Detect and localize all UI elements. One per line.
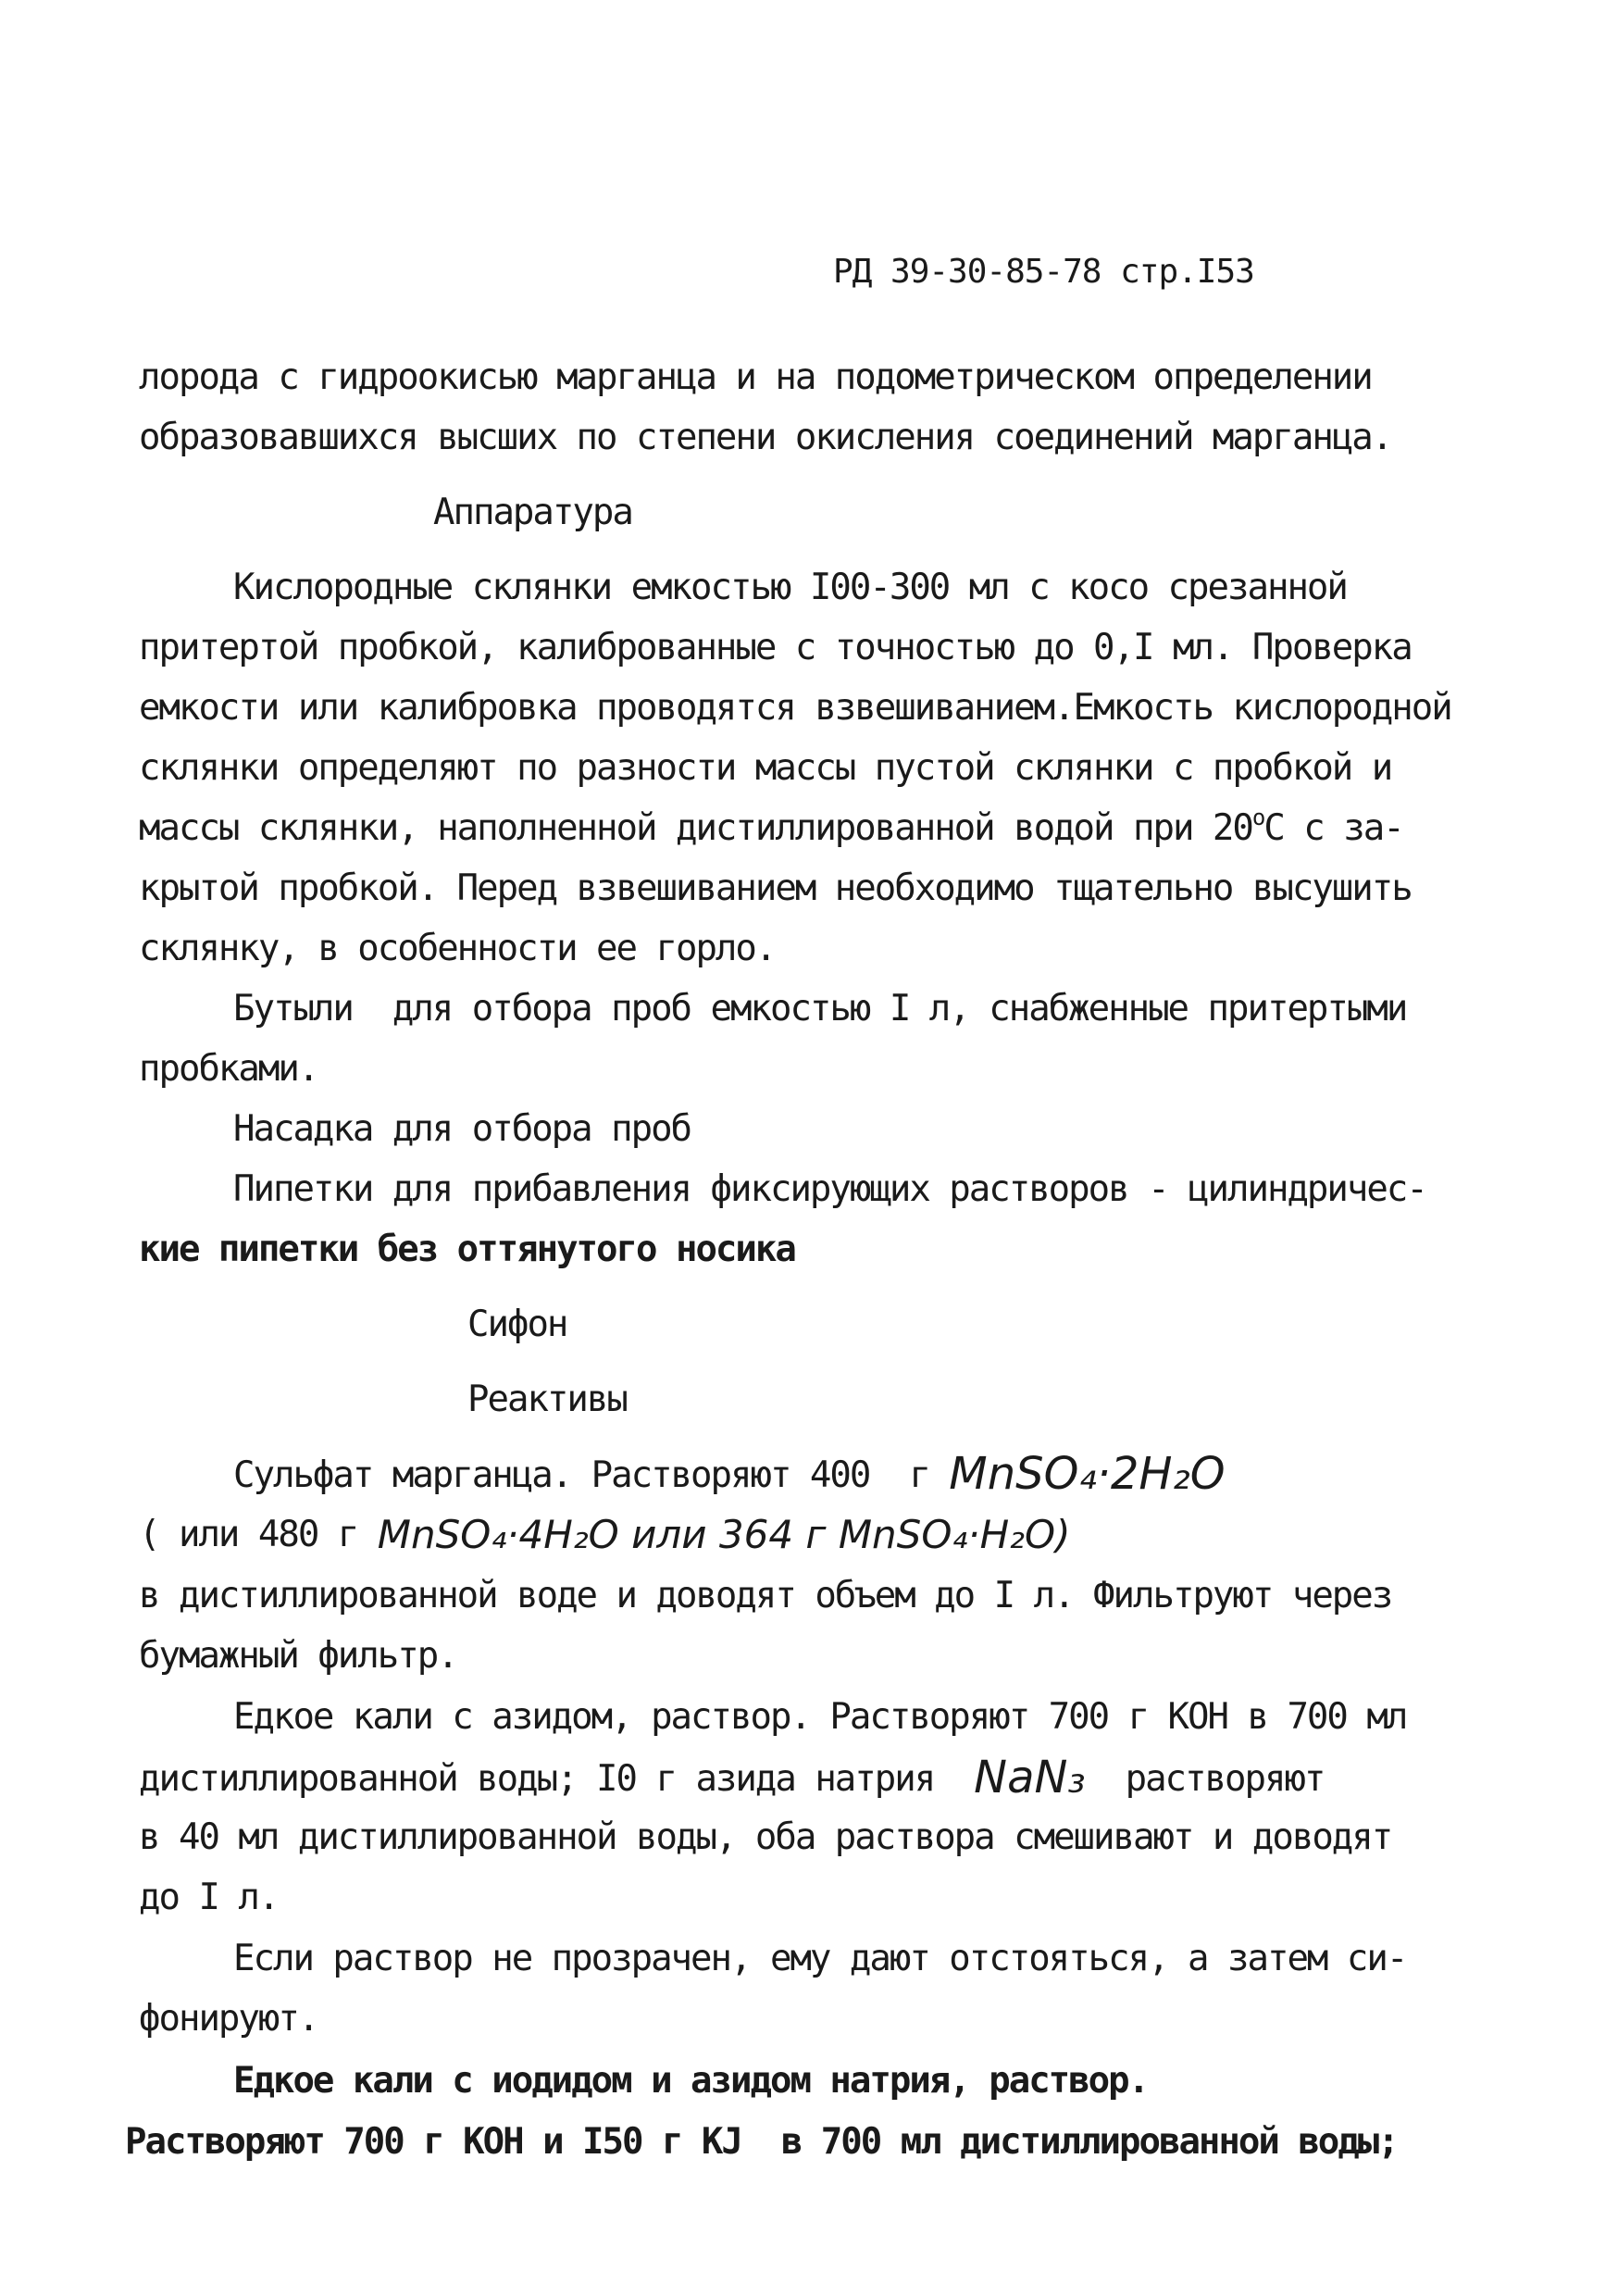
text-line: в дистиллированной воде и доводят объем до I л. Фильтруют через bbox=[139, 1575, 1392, 1616]
text-line: ( или 480 г MnSO₄·4H₂O или 364 г MnSO₄·H₂O) bbox=[139, 1512, 1071, 1557]
text-line: пробками. bbox=[139, 1048, 318, 1090]
text-line: Пипетки для прибавления фиксирующих растворов - цилиндричес- bbox=[233, 1168, 1426, 1210]
text-line: емкости или калибровка проводятся взвешиванием.Емкость кислородной bbox=[139, 687, 1451, 729]
text-line: дистиллированной воды; I0 г азида натрия NaN₃ растворяют bbox=[139, 1752, 1325, 1803]
section-heading-apparatus: Аппаратура bbox=[433, 492, 632, 533]
section-heading-siphon: Сифон bbox=[467, 1304, 567, 1345]
section-heading-reagents: Реактивы bbox=[467, 1379, 627, 1420]
text-line: крытой пробкой. Перед взвешиванием необходимо тщательно высушить bbox=[139, 867, 1412, 909]
text-line: склянки определяют по разности массы пустой склянки с пробкой и bbox=[139, 747, 1392, 789]
text-line: образовавшихся высших по степени окисления соединений марганца. bbox=[139, 417, 1392, 458]
text-line: Бутыли для отбора проб емкостью I л, снабженные притертыми bbox=[233, 988, 1407, 1029]
text-line: лорода с гидроокисью марганца и на подометрическом определении bbox=[139, 356, 1372, 398]
handwritten-text: или 364 г bbox=[618, 1512, 839, 1557]
text-line: Насадка для отбора проб bbox=[233, 1108, 691, 1150]
page-header: РД 39-30-85-78 стр.I53 bbox=[833, 253, 1254, 291]
text-line: в 40 мл дистиллированной воды, оба раствора смешивают и доводят bbox=[139, 1816, 1392, 1858]
handwritten-formula: MnSO₄·H₂O bbox=[838, 1512, 1056, 1557]
text-line: склянку, в особенности ее горло. bbox=[139, 928, 776, 969]
text-line: Если раствор не прозрачен, ему дают отстояться, а затем си- bbox=[233, 1938, 1407, 1979]
handwritten-formula: MnSO₄·2H₂O bbox=[949, 1448, 1226, 1500]
text-line: массы склянки, наполненной дистиллированной водой при $20^оС$ с за- bbox=[139, 805, 1403, 849]
text-line: фонируют. bbox=[139, 1998, 318, 2040]
handwritten-formula: MnSO₄·4H₂O bbox=[377, 1512, 619, 1557]
text-line: Сульфат марганца. Растворяют 400 г MnSO₄·2H₂O bbox=[233, 1448, 1226, 1500]
text-line: кие пипетки без оттянутого носика bbox=[139, 1229, 795, 1270]
text-line: бумажный фильтр. bbox=[139, 1635, 457, 1677]
handwritten-text: ) bbox=[1055, 1512, 1071, 1557]
text-line: притертой пробкой, калиброванные с точностью до 0,I мл. Проверка bbox=[139, 627, 1412, 668]
text-line: Едкое кали с азидом, раствор. Растворяют 700 г КОН в 700 мл bbox=[233, 1696, 1407, 1738]
text-line: Едкое кали с иодидом и азидом натрия, раствор. bbox=[233, 2060, 1149, 2102]
text-line: до I л. bbox=[139, 1877, 279, 1918]
handwritten-formula: NaN₃ bbox=[974, 1752, 1086, 1803]
text-line: Кислородные склянки емкостью I00-300 мл с косо срезанной bbox=[233, 567, 1347, 608]
text-line: Растворяют 700 г КОН и I50 г KJ в 700 мл дистиллированной воды; bbox=[125, 2121, 1398, 2163]
